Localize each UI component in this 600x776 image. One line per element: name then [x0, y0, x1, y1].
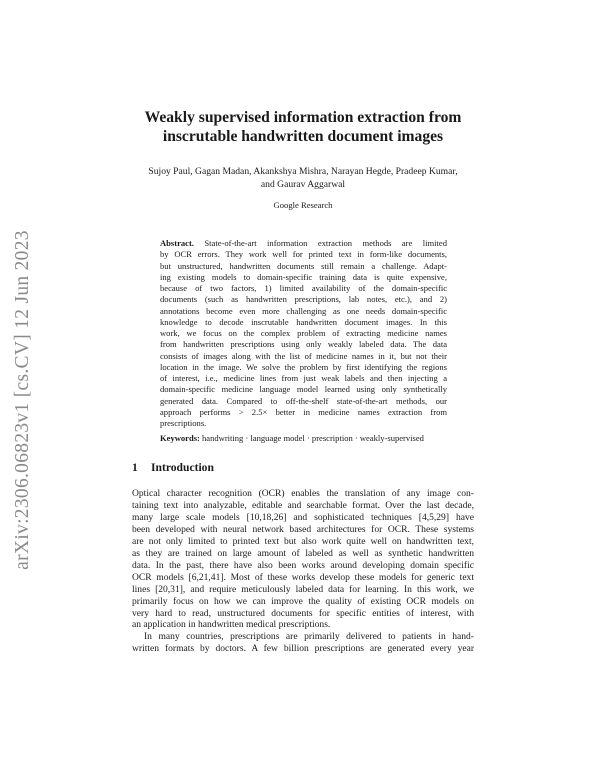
arxiv-identifier [6, 222, 40, 577]
abstract-line: by OCR errors. They work well for printed text in form-like documents, [160, 249, 447, 260]
abstract-line: from handwritten prescriptions using only weakly labeled data. The data [160, 339, 447, 350]
arxiv-identifier-text: arXiv:2306.06823v1 [cs.CV] 12 Jun 2023 [12, 229, 33, 570]
abstract-line: documents (such as handwritten prescriptions, lab notes, etc.), and 2) [160, 294, 447, 305]
title-line: Weakly supervised information extraction from [144, 109, 462, 126]
section-heading [132, 461, 474, 474]
abstract-line: annotations become even more challenging as one needs domain-specific [160, 305, 447, 316]
body-line: taining text into analyzable, editable and searchable format. Over the last decade, [132, 499, 474, 511]
body-line: In many countries, prescriptions are primarily delivered to patients in hand- [144, 631, 474, 643]
abstract-line: approach performs > 2.5× better in medicine names extraction from [160, 406, 447, 417]
affiliation: Google Research [273, 200, 333, 210]
author-list [132, 166, 474, 191]
abstract-line: ing existing models to domain-specific training data is quite expensive, [160, 271, 447, 282]
abstract-line: because of two factors, 1) limited availability of the domain-specific [160, 283, 447, 293]
abstract-text: State-of-the-art information extraction methods are limited [204, 238, 447, 248]
body-line: written formats by doctors. A few billion prescriptions are generated every year [132, 643, 474, 655]
body-line: been developed with neural network based architectures for OCR. These systems [132, 523, 474, 535]
author-line: Sujoy Paul, Gagan Madan, Akankshya Mishra, Narayan Hegde, Pradeep Kumar, [148, 166, 458, 177]
body-line: data. In the past, there have also been works around developing domain specific [132, 559, 474, 571]
body-line: OCR models [6,21,41]. Most of these works develop these models for generic text [132, 571, 474, 583]
title-line: inscrutable handwritten document images [162, 128, 444, 145]
author-line: and Gaurav Aggarwal [260, 178, 346, 190]
body-line: primarily focus on how we can improve the quality of existing OCR models on [132, 595, 474, 607]
body-text [132, 488, 474, 655]
abstract-label: Abstract. [160, 238, 194, 248]
body-line: are not only limited to printed text but also work quite well on handwritten text, [132, 535, 474, 547]
body-line: an application in handwritten medical prescriptions. [132, 619, 331, 631]
abstract-line: knowledge to decode inscrutable handwritten document images. In this [160, 316, 447, 327]
keywords [160, 433, 447, 444]
abstract-line: of interest, i.e., medicine lines from just weak labels and then injecting a [160, 373, 447, 383]
abstract-line [160, 238, 447, 249]
abstract-line: prescriptions. [160, 418, 207, 428]
body-line: as they are trained on large amount of labeled as well as synthetic handwritten [132, 547, 474, 559]
body-line: very hard to read, unstructured documents for specific entities of interest, with [132, 607, 474, 619]
section-number: 1 [132, 461, 138, 474]
abstract-line: generated data. Compared to off-the-shelf state-of-the-art methods, our [160, 395, 447, 406]
abstract-line: domain-specific medicine language model learned using only synthetically [160, 384, 447, 395]
keywords-label: Keywords: [160, 433, 200, 443]
paper-title [132, 108, 474, 146]
abstract-line: work, we focus on the complex problem of extracting medicine names [160, 328, 447, 338]
body-line: Optical character recognition (OCR) enables the translation of any image con- [132, 488, 474, 499]
body-line: many large scale models [10,18,26] and sophisticated techniques [4,5,29] have [132, 511, 474, 523]
keywords-text: handwriting · language model · prescription · weakly-supervised [202, 433, 424, 443]
section-title: Introduction [151, 461, 214, 474]
abstract [160, 238, 447, 429]
abstract-line: location in the image. We solve the problem by first identifying the regions [160, 361, 447, 372]
abstract-line: consists of images along with the list of medicine names in it, but not their [160, 350, 447, 361]
abstract-line: but unstructured, handwritten documents still remain a challenge. Adapt- [160, 260, 447, 271]
body-line: lines [20,31], and require meticulously labeled data for learning. In this work, we [132, 583, 474, 595]
